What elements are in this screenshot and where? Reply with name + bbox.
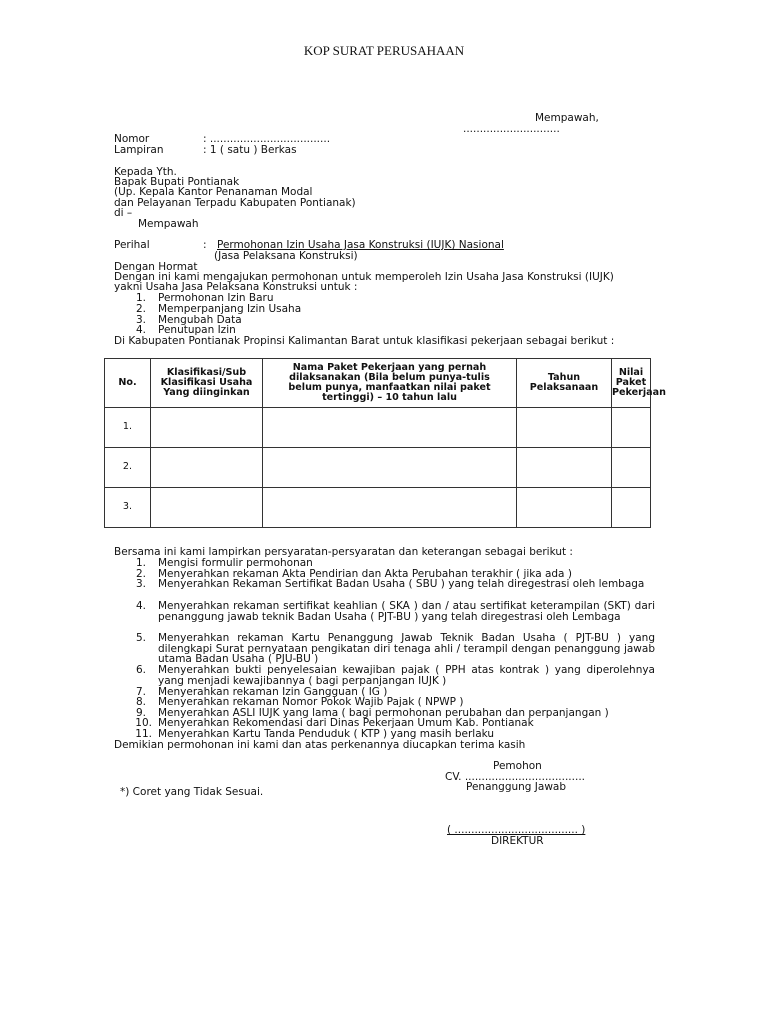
list-item: Menyerahkan ASLI IUJK yang lama ( bagi permohonan perubahan dan perpanjangan ) — [158, 707, 609, 719]
signature-pemohon: Pemohon — [493, 760, 542, 772]
table-cell — [612, 448, 651, 488]
classification-table — [104, 358, 666, 528]
list-item: Menyerahkan Kartu Tanda Penduduk ( KTP ) yang masih berlaku — [158, 728, 495, 740]
perihal-label: Perihal — [114, 239, 150, 251]
table-cell — [517, 488, 612, 528]
list-item: Permohonan Izin Baru — [158, 292, 274, 304]
col-header-nilai: Nilai Paket Pekerjaan — [612, 359, 651, 408]
attachments-intro: Bersama ini kami lampirkan persyaratan-persyaratan dan keterangan sebagai berikut : — [114, 546, 573, 558]
table-cell — [263, 408, 517, 448]
lampiran-value: : 1 ( satu ) Berkas — [203, 144, 297, 156]
nomor-value: : .................................... — [203, 133, 331, 145]
date-dots: ............................. — [463, 123, 560, 135]
list-item-number: 3. — [135, 314, 146, 326]
recipient-line: di – — [114, 207, 133, 219]
col-header-no: No. — [105, 359, 151, 408]
perihal-colon: : — [203, 239, 207, 251]
row-number: 2. — [105, 448, 151, 488]
row-number: 3. — [105, 488, 151, 528]
list-item: Menyerahkan rekaman Izin Gangguan ( IG ) — [158, 686, 388, 698]
list-item-number: 6. — [135, 664, 146, 676]
lampiran-label: Lampiran — [114, 144, 164, 156]
table-row — [105, 448, 651, 488]
list-item-number: 4. — [135, 600, 146, 612]
table-header-row — [105, 359, 651, 408]
nomor-label: Nomor — [114, 133, 150, 145]
intro-line: yakni Usaha Jasa Pelaksana Konstruksi untuk : — [114, 281, 358, 293]
closing-text: Demikian permohonan ini kami dan atas perkenannya diucapkan terima kasih — [114, 739, 526, 751]
table-cell — [151, 408, 263, 448]
recipient-line: Mempawah — [138, 218, 199, 230]
list-item-number: 4. — [135, 324, 146, 336]
table-row — [105, 488, 651, 528]
list-item-number: 7. — [135, 686, 146, 698]
greeting: Dengan Hormat — [114, 261, 198, 273]
list-item: Menyerahkan rekaman Nomor Pokok Wajib Pajak ( NPWP ) — [158, 696, 464, 708]
list-item: Menyerahkan rekaman Akta Pendirian dan Akta Perubahan terakhir ( jika ada ) — [158, 568, 572, 580]
table-cell — [612, 408, 651, 448]
list-item-number: 5. — [135, 632, 146, 644]
table-cell — [263, 488, 517, 528]
list-item: Menyerahkan bukti penyelesaian kewajiban pajak ( PPH atas kontrak ) yang diperolehnya yang menjadi kewajibannya ( bagi perpanjangan IUJK ) — [158, 664, 655, 687]
recipient-line: Kepada Yth. — [114, 166, 177, 178]
list-item: Memperpanjang Izin Usaha — [158, 303, 302, 315]
region-line: Di Kabupaten Pontianak Propinsi Kalimantan Barat untuk klasifikasi pekerjaan sebagai berikut : — [114, 335, 615, 347]
list-item: Mengubah Data — [158, 314, 242, 326]
list-item-number: 11. — [135, 728, 152, 740]
signature-company: CV. .................................... — [445, 771, 585, 783]
table-cell — [517, 408, 612, 448]
list-item-number: 10. — [135, 717, 152, 729]
recipient-line: (Up. Kepala Kantor Penanaman Modal — [114, 186, 313, 198]
table-cell — [517, 448, 612, 488]
list-item-number: 3. — [135, 578, 146, 590]
list-item: Menyerahkan Rekaman Sertifikat Badan Usaha ( SBU ) yang telah diregestrasi oleh lembaga — [158, 578, 645, 590]
col-header-tahun: Tahun Pelaksanaan — [517, 359, 612, 408]
place-label: Mempawah, — [535, 112, 599, 124]
letterhead-title: KOP SURAT PERUSAHAAN — [303, 43, 465, 58]
table-row — [105, 408, 651, 448]
table-cell — [151, 488, 263, 528]
list-item-number: 2. — [135, 303, 146, 315]
perihal-subject: Permohonan Izin Usaha Jasa Konstruksi (IUJK) Nasional — [217, 239, 504, 251]
signature-name: ( ..................................... ) — [447, 824, 586, 836]
intro-line: Dengan ini kami mengajukan permohonan untuk memperoleh Izin Usaha Jasa Konstruksi (IUJK) — [114, 271, 614, 283]
list-item: Penutupan Izin — [158, 324, 236, 336]
signature-role: Penanggung Jawab — [466, 781, 567, 793]
table-cell — [263, 448, 517, 488]
perihal-subject-sub: (Jasa Pelaksana Konstruksi) — [214, 250, 358, 262]
table-cell — [151, 448, 263, 488]
list-item-number: 9. — [135, 707, 146, 719]
table-cell — [612, 488, 651, 528]
recipient-line: Bapak Bupati Pontianak — [114, 176, 240, 188]
row-number: 1. — [105, 408, 151, 448]
list-item: Mengisi formulir permohonan — [158, 557, 313, 569]
col-header-nama-paket: Nama Paket Pekerjaan yang pernah dilaksanakan (Bila belum punya-tulis belum punya, manfaatkan nilai paket tertinggi) – 10 tahun lalu — [263, 359, 517, 408]
list-item: Menyerahkan rekaman sertifikat keahlian ( SKA ) dan / atau sertifikat keterampilan (SKT) dari penanggung jawab teknik Badan Usaha ( PJT-BU ) yang telah diregestrasi oleh Lembaga — [158, 600, 655, 623]
list-item-number: 1. — [135, 557, 146, 569]
recipient-line: dan Pelayanan Terpadu Kabupaten Pontianak) — [114, 197, 356, 209]
signature-title: DIREKTUR — [491, 835, 544, 847]
list-item: Menyerahkan rekaman Kartu Penanggung Jawab Teknik Badan Usaha ( PJT-BU ) yang dilengkapi Surat pernyataan pengikatan diri tenaga ahli / terampil dengan penanggung jawab utama Badan Usaha ( PJU-BU ) — [158, 632, 655, 666]
list-item: Menyerahkan Rekomendasi dari Dinas Pekerjaan Umum Kab. Pontianak — [158, 717, 534, 729]
list-item-number: 1. — [135, 292, 146, 304]
footnote: *) Coret yang Tidak Sesuai. — [120, 786, 264, 798]
list-item-number: 2. — [135, 568, 146, 580]
list-item-number: 8. — [135, 696, 146, 708]
col-header-klasifikasi: Klasifikasi/Sub Klasifikasi Usaha Yang diinginkan — [151, 359, 263, 408]
